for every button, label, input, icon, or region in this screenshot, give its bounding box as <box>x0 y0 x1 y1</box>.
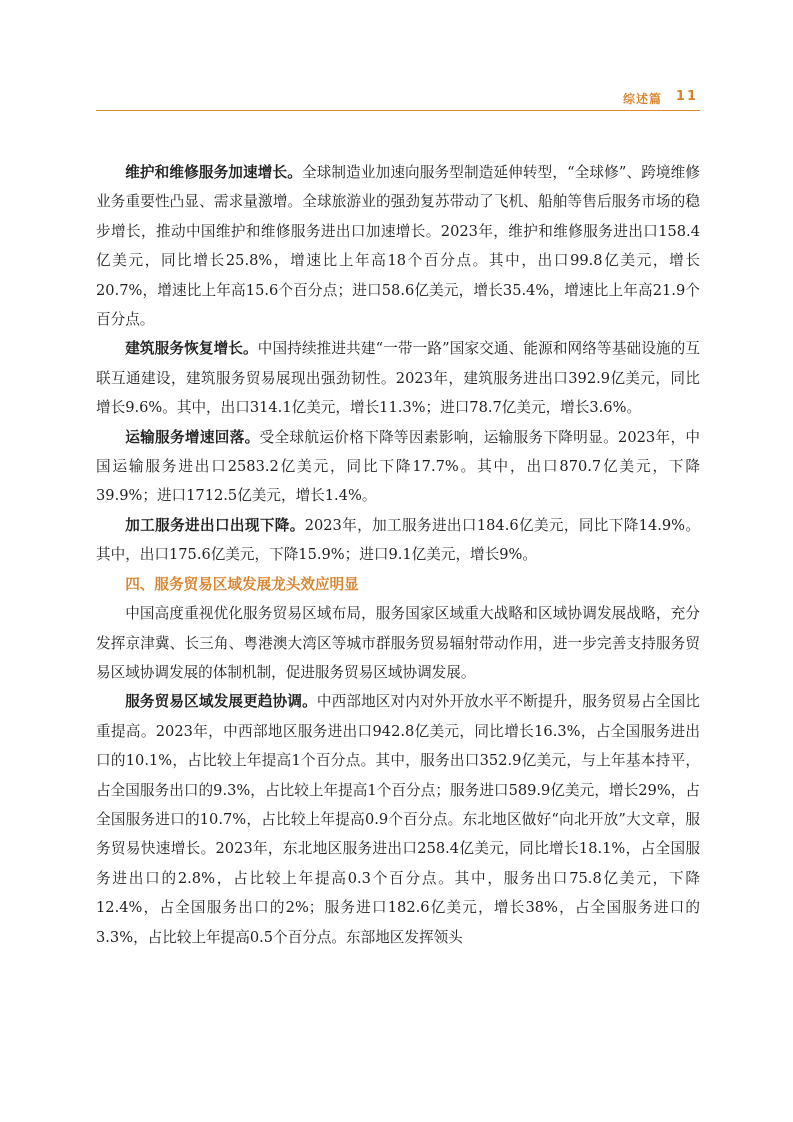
paragraph-processing <box>96 511 700 570</box>
paragraph-text: 受全球航运价格下降等因素影响，运输服务下降明显。2023年，中国运输服务进出口2583.2亿美元，同比下降17.7%。其中，出口870.7亿美元，下降39.9%；进口1712.5亿美元，增长1.4%。 <box>96 428 700 505</box>
page-body <box>96 158 700 952</box>
paragraph-lead: 建筑服务恢复增长。 <box>125 340 258 358</box>
paragraph-regional-intro <box>96 599 700 687</box>
paragraph-lead: 维护和维修服务加速增长。 <box>125 164 302 181</box>
header-section-title: 综述篇 <box>622 92 662 106</box>
paragraph-transport <box>96 423 700 511</box>
header-page-number: 11 <box>675 89 698 104</box>
paragraph-regional-coordination <box>96 687 700 952</box>
paragraph-text: 全球制造业加速向服务型制造延伸转型，“全球修”、跨境维修业务重要性凸显、需求量激增。全球旅游业的强劲复苏带动了飞机、船舶等售后服务市场的稳步增长，推动中国维护和维修服务进出口加速增长。2023年，维护和维修服务进出口158.4亿美元，同比增长25.8%，增速比上年高18个百分点。其中，出口99.8亿美元，增长20.7%，增速比上年高15.6个百分点；进口58.6亿美元，增长35.4%，增速比上年高21.9个百分点。 <box>96 164 700 329</box>
paragraph-lead: 加工服务进出口出现下降。 <box>125 516 305 534</box>
paragraph-lead: 运输服务增速回落。 <box>125 428 260 446</box>
paragraph-text: 中国高度重视优化服务贸易区域布局，服务国家区域重大战略和区域协调发展战略，充分发挥京津冀、长三角、粤港澳大湾区等城市群服务贸易辐射带动作用，进一步完善支持服务贸易区域协调发展的体制机制，促进服务贸易区域协调发展。 <box>96 605 700 681</box>
paragraph-text: 2023年，加工服务进出口184.6亿美元，同比下降14.9%。其中，出口175.6亿美元，下降15.9%；进口9.1亿美元，增长9%。 <box>96 516 700 564</box>
section-heading: 四、服务贸易区域发展龙头效应明显 <box>125 575 359 593</box>
paragraph-maintenance <box>96 158 700 334</box>
paragraph-text: 中国持续推进共建“一带一路”国家交通、能源和网络等基础设施的互联互通建设，建筑服务贸易展现出强劲韧性。2023年，建筑服务进出口392.9亿美元，同比增长9.6%。其中，出口314.1亿美元，增长11.3%；进口78.7亿美元，增长3.6%。 <box>96 340 700 417</box>
paragraph-construction <box>96 334 700 422</box>
page-header <box>96 88 700 111</box>
paragraph-text: 中西部地区对内对外开放水平不断提升，服务贸易占全国比重提高。2023年，中西部地区服务进出口942.8亿美元，同比增长16.3%，占全国服务进出口的10.1%，占比较上年提高1个百分点。其中，服务出口352.9亿美元，与上年基本持平，占全国服务出口的9.3%，占比较上年提高1个百分点；服务进口589.9亿美元，增长29%，占全国服务进口的10.7%，占比较上年提高0.9个百分点。东北地区做好“向北开放”大文章，服务贸易快速增长。2023年，东北地区服务进出口258.4亿美元，同比增长18.1%，占全国服务进出口的2.8%，占比较上年提高0.3个百分点。其中，服务出口75.8亿美元，下降12.4%，占全国服务出口的2%；服务进口182.6亿美元，增长38%，占全国服务进口的3.3%，占比较上年提高0.5个百分点。东部地区发挥领头 <box>96 693 700 946</box>
paragraph-lead: 服务贸易区域发展更趋协调。 <box>125 693 317 711</box>
